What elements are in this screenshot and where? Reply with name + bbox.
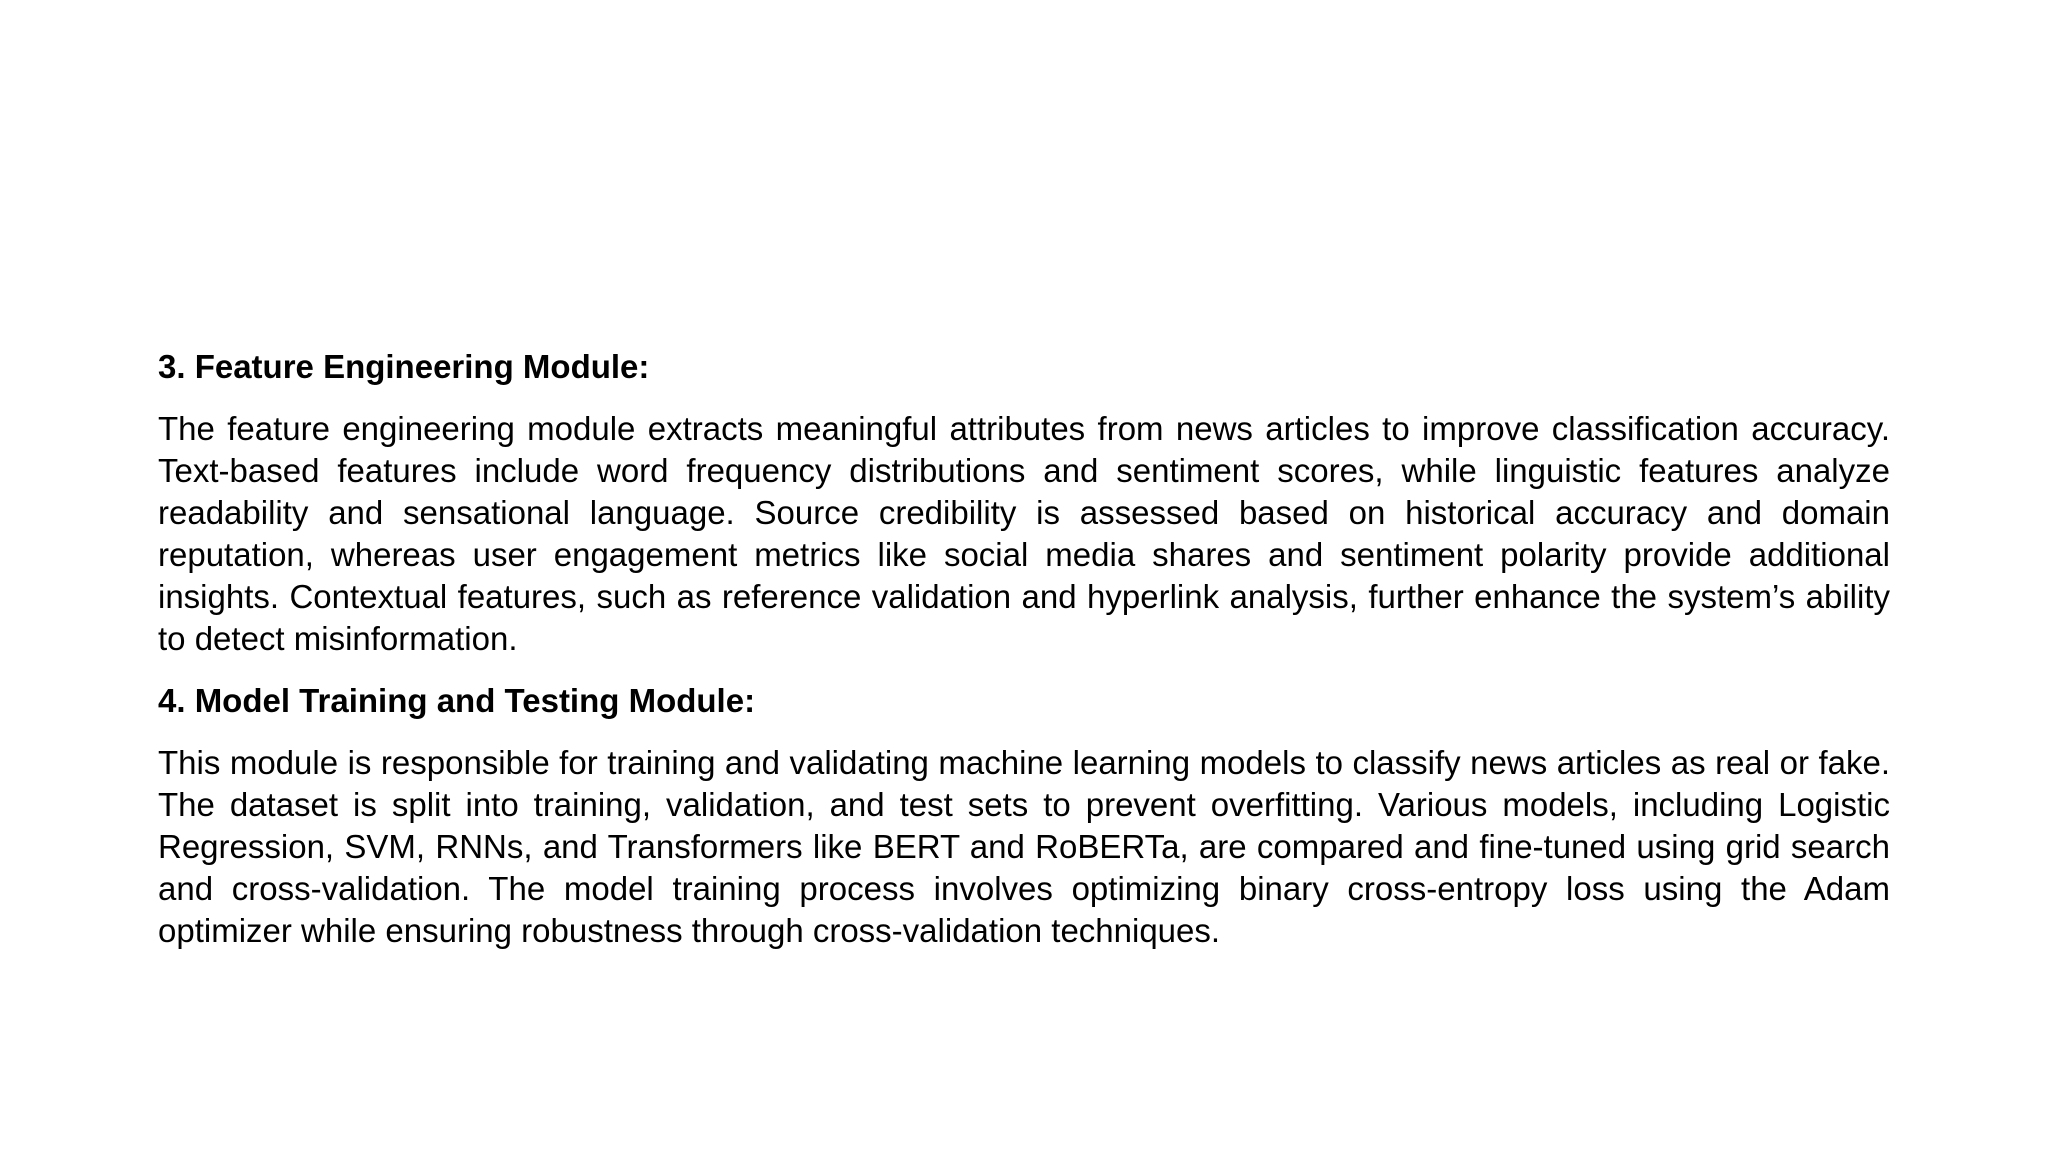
section-body-model-training: This module is responsible for training and validating machine learning models to classify news articles as real or fake. The dataset is split into training, validation, and test sets to prevent overfitting. Various models, including Logistic Regression, SVM, RNNs, and Transformers like BERT and RoBERTa, are compared and fine-tuned using grid search and cross-validation. The model training process involves optimizing binary cross-entropy loss using the Adam optimizer while ensuring robustness through cross-validation techniques. (158, 744, 1890, 949)
section-heading-model-training: 4. Model Training and Testing Module: (158, 682, 756, 719)
document-page (158, 346, 1890, 972)
section-heading-feature-engineering: 3. Feature Engineering Module: (158, 348, 650, 385)
section-body-feature-engineering: The feature engineering module extracts meaningful attributes from news articles to improve classification accuracy. Text-based features include word frequency distributions and sentiment scores, while linguistic features analyze readability and sensational language. Source credibility is assessed based on historical accuracy and domain reputation, whereas user engagement metrics like social media shares and sentiment polarity provide additional insights. Contextual features, such as reference validation and hyperlink analysis, further enhance the system’s ability to detect misinformation. (158, 410, 1890, 657)
